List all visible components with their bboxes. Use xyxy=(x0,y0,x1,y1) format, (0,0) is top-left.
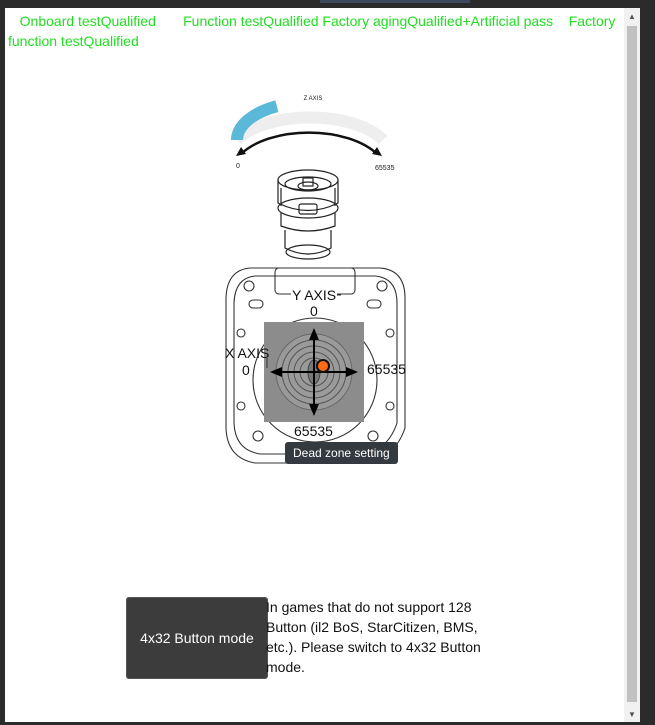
button-mode-description: In games that do not support 128 Button (il2 BoS, StarCitizen, BMS, etc.). Please switch to 4x32 Button mode. xyxy=(266,599,481,675)
window-top-accent xyxy=(320,0,470,3)
main-panel xyxy=(5,8,624,722)
y-axis-min: 0 xyxy=(310,303,318,319)
y-axis-max: 65535 xyxy=(294,423,333,439)
z-axis-title: Z AXIS xyxy=(303,96,323,102)
y-axis-label: Y AXIS xyxy=(292,287,337,303)
onboard-test-value: Qualified xyxy=(100,13,156,29)
xy-axis-area xyxy=(264,322,364,422)
factory-aging-value: Qualified+Artificial pass xyxy=(407,13,554,29)
function-test-label: Function test xyxy=(183,13,264,29)
function-test-value: Qualified xyxy=(263,13,319,29)
throttle-knob-illustration xyxy=(278,170,338,259)
z-axis-max: 65535 xyxy=(375,165,395,172)
window-edge xyxy=(640,8,655,722)
factory-function-test-label: Factory function test xyxy=(8,13,620,49)
x-axis-label: X AXIS xyxy=(225,345,270,361)
button-mode-4x32-button[interactable]: 4x32 Button mode xyxy=(126,597,268,679)
scroll-up-arrow-icon[interactable]: ▲ xyxy=(628,11,636,21)
scroll-down-arrow-icon[interactable]: ▼ xyxy=(628,709,636,719)
scrollbar-thumb[interactable] xyxy=(627,26,637,702)
factory-function-test-value: Qualified xyxy=(83,33,139,49)
factory-aging-label: Factory aging xyxy=(322,13,408,29)
x-axis-min: 0 xyxy=(242,362,250,378)
onboard-test-label: Onboard test xyxy=(19,13,101,29)
xy-position-indicator xyxy=(317,360,329,372)
z-axis-gauge xyxy=(236,96,395,172)
dead-zone-setting-button[interactable]: Dead zone setting xyxy=(285,442,398,464)
z-axis-min: 0 xyxy=(236,163,240,170)
x-axis-max: 65535 xyxy=(367,361,406,377)
vertical-scrollbar[interactable] xyxy=(624,8,640,722)
